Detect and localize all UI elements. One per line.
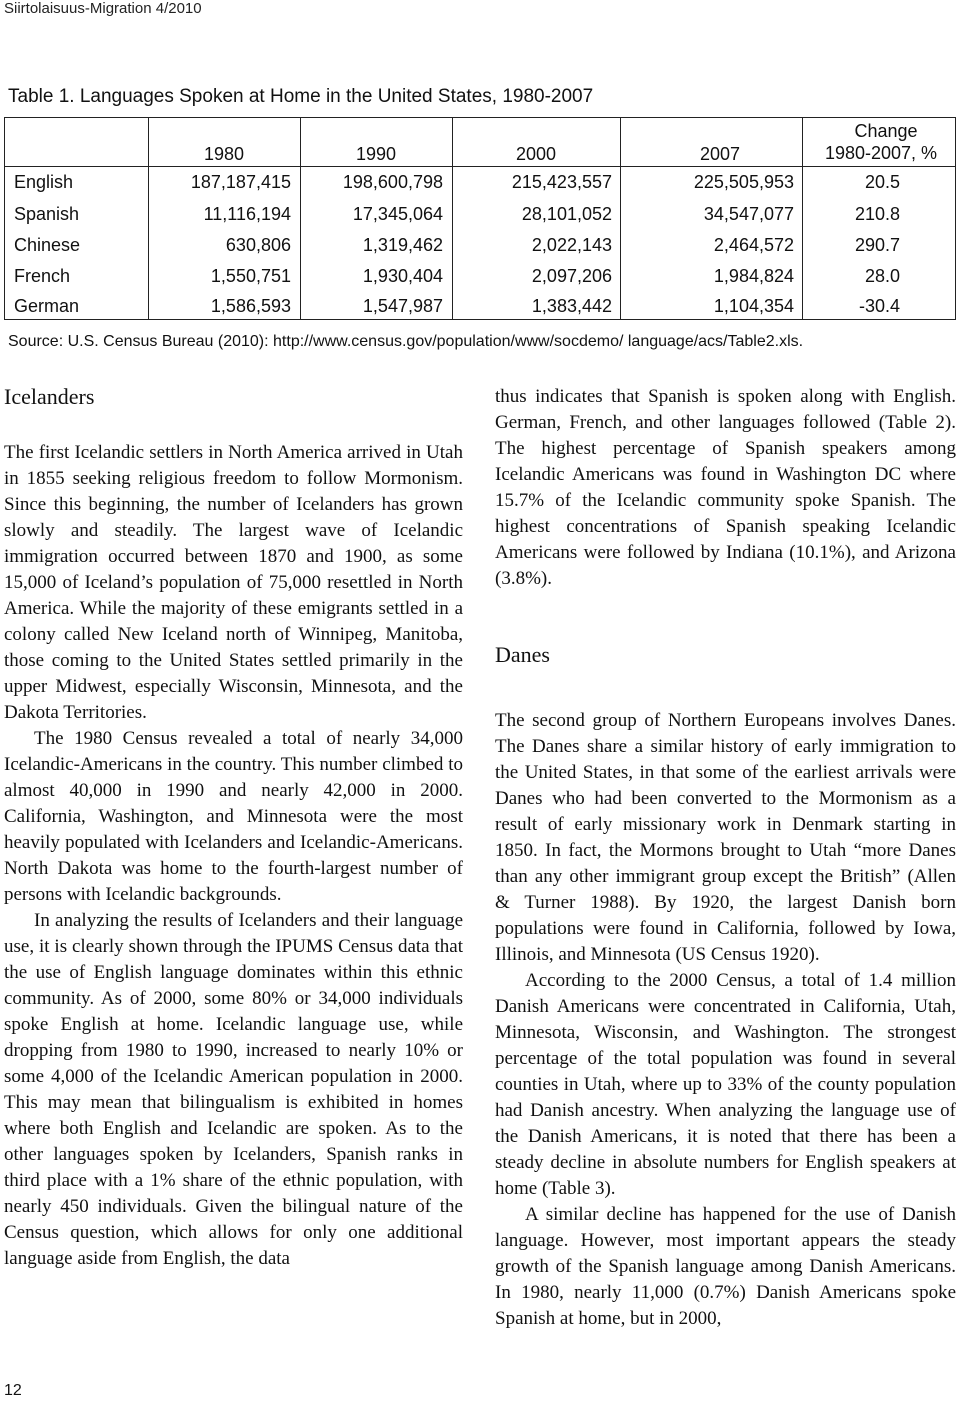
- table-cell: 1,383,442: [531, 296, 612, 316]
- table-header-change-range: 1980-2007, %: [824, 143, 938, 163]
- table-cell: 17,345,064: [352, 204, 443, 224]
- table-row-language: German: [14, 296, 80, 316]
- paragraph: thus indicates that Spanish is spoken along with English. German, French, and other languages followed (Table 2). The highest percentage of Spanish speakers among Icelandic Americans was found in Washington DC where 15.7% of the Icelandic community spoke Spanish. The highest concentrations of Spanish speaking Icelandic Americans were followed by Indiana (10.1%), and Arizona (3.8%).: [495, 386, 956, 589]
- table-cell: 1,984,824: [713, 266, 794, 286]
- table-cell: 1,319,462: [362, 235, 443, 255]
- running-head: Siirtolaisuus-Migration 4/2010: [4, 0, 202, 17]
- table-cell: 198,600,798: [342, 172, 443, 192]
- table-header-2000: 2000: [515, 144, 557, 164]
- table-cell: 1,104,354: [713, 296, 794, 316]
- paragraph: The first Icelandic settlers in North America arrived in Utah in 1855 seeking religious freedom to follow Mormonism. Since this beginning, the number of Icelanders has grown slowly and steadily. The largest wave of Icelandic immigration occurred between 1870 and 1900, as some 15,000 of Iceland’s population of 75,000 resettled in North America. While the majority of these emigrants settled in a colony called New Iceland north of Winnipeg, Manitoba, those coming to the United States settled primarily in the upper Midwest, especially Wisconsin, Minnesota, and the Dakota Territories.: [4, 442, 463, 723]
- paragraph: The 1980 Census revealed a total of nearly 34,000 Icelandic-Americans in the country. This number climbed to almost 40,000 in 1990 and nearly 42,000 in 2000. California, Washington, and Minnesota were the most heavily populated with Icelanders and Icelandic-Americans. North Dakota was home to the fourth-largest number of persons with Icelandic backgrounds.: [4, 728, 463, 905]
- section-heading-danes: Danes: [495, 642, 550, 667]
- table-caption: Table 1. Languages Spoken at Home in the United States, 1980-2007: [8, 86, 594, 107]
- table-cell: 215,423,557: [511, 172, 612, 192]
- table-cell: 1,547,987: [362, 296, 443, 316]
- table-row-language: Chinese: [14, 235, 81, 255]
- table-cell: 225,505,953: [693, 172, 794, 192]
- table-cell-change: 210.8: [854, 204, 900, 224]
- table-cell: 2,464,572: [713, 235, 794, 255]
- paragraph: The second group of Northern Europeans involves Danes. The Danes share a similar history of early immigration to the United States, in that some of the earliest arrivals were Danes who had been converted to the Mormonism as a result of early missionary work in Denmark starting in 1850. In fact, the Mormons brought to Utah “more Danes than any other immigrant group except the British” (Allen & Turner 1988). By 1920, the largest Danish born populations were found in California, followed by Iowa, Illinois, and Minnesota (US Census 1920).: [495, 710, 956, 965]
- table-header-1980: 1980: [203, 144, 245, 164]
- table-cell: 630,806: [225, 235, 291, 255]
- table-cell: 1,586,593: [210, 296, 291, 316]
- right-column: [495, 384, 956, 1332]
- table-cell: 28,101,052: [521, 204, 612, 224]
- paragraph: According to the 2000 Census, a total of 1.4 million Danish Americans were concentrated in California, Utah, Minnesota, Wisconsin, and Washington. The strongest percentage of the total population was found in several counties in Utah, where up to 33% of the county population had Danish ancestry. When analyzing the language use of the Danish Americans, it is noted that there has been a steady decline in absolute numbers for English speakers at home (Table 3).: [495, 970, 956, 1199]
- table-header-change: Change: [854, 121, 918, 141]
- table-cell: 34,547,077: [703, 204, 794, 224]
- table-header-2007: 2007: [699, 144, 740, 164]
- table-cell: 2,022,143: [531, 235, 612, 255]
- table-header-rule: [4, 166, 956, 167]
- left-column: [4, 384, 463, 1272]
- table-row-language: Spanish: [14, 204, 80, 224]
- table-source: Source: U.S. Census Bureau (2010): http://www.census.gov/population/www/socdemo/ language/acs/Table2.xls.: [8, 333, 804, 350]
- page-number: 12: [4, 1382, 22, 1399]
- table-header-1990: 1990: [355, 144, 397, 164]
- paragraph: In analyzing the results of Icelanders and their language use, it is clearly shown through the IPUMS Census data that the use of English language dominates within this ethnic community. As of 2000, some 80% or 34,000 individuals spoke English at home. Icelandic language use, while dropping from 1980 to 1990, increased to nearly 10% or some 4,000 of the Icelandic American population in 2000. This may mean that bilingualism is exhibited in homes where both English and Icelandic are spoken. As to the other languages spoken by Icelanders, Spanish ranks in third place with a 1% share of the ethnic population, with nearly 450 individuals. Given the bilingual nature of the Census question, which allows for only one additional language aside from English, the data: [4, 910, 463, 1269]
- table-cell: 2,097,206: [531, 266, 612, 286]
- table-cell-change: 290.7: [854, 235, 900, 255]
- table-cell-change: 20.5: [864, 172, 900, 192]
- table-cell: 1,550,751: [210, 266, 291, 286]
- table-row-language: French: [14, 266, 71, 286]
- table-cell: 1,930,404: [362, 266, 443, 286]
- table-cell: 187,187,415: [190, 172, 291, 192]
- table-cell: 11,116,194: [203, 204, 291, 224]
- paragraph: A similar decline has happened for the use of Danish language. However, most important appears the steady growth of the Spanish language among Danish Americans. In 1980, nearly 11,000 (0.7%) Danish Americans spoke Spanish at home, but in 2000,: [495, 1204, 956, 1329]
- table-cell-change: 28.0: [864, 266, 900, 286]
- section-heading-icelanders: Icelanders: [4, 384, 95, 409]
- table-cell-change: -30.4: [858, 296, 900, 316]
- table-row-language: English: [14, 172, 74, 192]
